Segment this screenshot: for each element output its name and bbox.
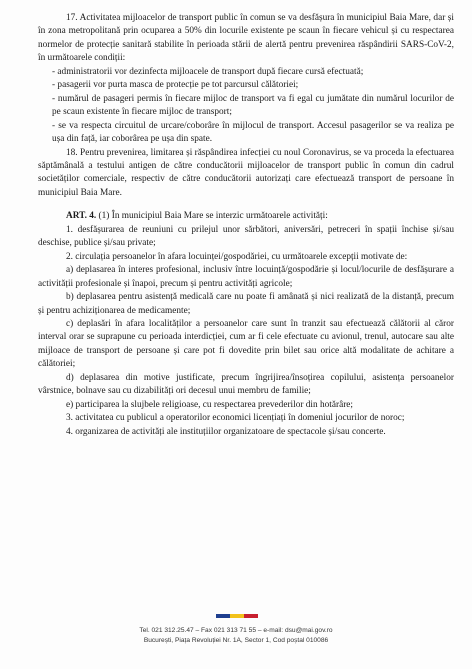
article-4-intro-text: (1) În municipiul Baia Mare se interzic următoarele activități:: [96, 211, 328, 222]
footer-contact: Tel. 021 312.25.47 – Fax 021 313 71 55 – e-mail: dsu@mai.gov.ro: [139, 627, 333, 634]
condition-item: - administratorii vor dezinfecta mijloacele de transport după fiecare cursă efectuată;: [52, 66, 364, 77]
document-body: [38, 12, 454, 439]
condition-item: - pasagerii vor purta masca de protecție pe tot parcursul călătoriei;: [52, 80, 299, 91]
exception-item: e) participarea la slujbele religioase, cu respectarea prevederilor din hotărâre;: [66, 399, 354, 410]
condition-item: - se va respecta circuitul de urcare/coborâre în mijlocul de transport. Accesul pasagerilor se va realiza pe ușa din față, iar coborârea pe ușa din spate.: [52, 120, 454, 145]
flag-red-stripe: [244, 614, 258, 618]
exception-item: d) deplasarea din motive justificate, precum îngrijirea/însoțirea copilului, asistența persoanelor vârstnice, bolnave sau cu dizabilități ori decesul unui membru de familie;: [38, 372, 454, 397]
flag-yellow-stripe: [230, 614, 244, 618]
article-4-intro: [38, 210, 454, 223]
article-4-item: 4. organizarea de activități ale instituțiilor organizatoare de spectacole și/sau concerte.: [66, 426, 386, 437]
article-4-label: ART. 4.: [66, 211, 97, 222]
tricolor-flag-icon: [216, 614, 258, 618]
exception-item: c) deplasări în afara localităților a persoanelor care sunt în tranzit sau efectuează călătorii al căror interval orar se suprapune cu perioada interdicției, cum ar fi cele efectuate cu avionul, trenul, autocare sau alte mijloace de transport de persoane și care pot fi dovedite prin bilet sau orice altă modalitate de achitare a călătoriei;: [38, 318, 454, 370]
footer-address: București, Piața Revoluției Nr. 1A, Sector 1, Cod poștal 010086: [143, 637, 329, 644]
exception-item: a) deplasarea în interes profesional, inclusiv între locuință/gospodărie și locul/locurile de desfășurare a activității profesionale și înapoi, precum și pentru activități agricole;: [38, 265, 454, 289]
page-footer: [0, 626, 472, 646]
flag-blue-stripe: [216, 614, 230, 618]
paragraph-18: 18. Pentru prevenirea, limitarea și răspândirea infecției cu noul Coronavirus, se va proceda la efectuarea săptămânală a testului antigen de către conducătorii mijloacelor de transport public în comun din cadrul societăților comerciale, respectiv de către conducătorii autorizați care efectuează transport de persoane în municipiul Baia Mare.: [38, 147, 454, 198]
condition-item: - numărul de pasageri permis în fiecare mijloc de transport va fi egal cu jumătate din numărul locurilor de pe scaun existente în fiecare mijloc de transport;: [52, 93, 454, 118]
exception-item: b) deplasarea pentru asistență medicală care nu poate fi amânată și nici realizată de la distanță, precum și pentru achiziționarea de medicamente;: [38, 292, 454, 316]
article-4-item: 3. activitatea cu publicul a operatorilor economici licențiați în domeniul jocurilor de noroc;: [66, 413, 405, 424]
paragraph-17: 17. Activitatea mijloacelor de transport public în comun se va desfășura în municipiul Baia Mare, dar și în zona metropolitană prin ocuparea a 50% din locurile existente pe scaun în fiecare vehicul și cu respectarea normelor de protecție sanitară stabilite în perioada stării de alertă pentru prevenirea răspândirii SARS-CoV-2, în următoarele condiții:: [38, 13, 454, 64]
article-4-item: 1. desfășurarea de reuniuni cu prilejul unor sărbători, aniversări, petreceri în spații închise și/sau deschise, publice și/sau private;: [38, 224, 454, 249]
article-4-item: 2. circulația persoanelor în afara locuinței/gospodăriei, cu următoarele excepții motivate de:: [66, 251, 408, 262]
